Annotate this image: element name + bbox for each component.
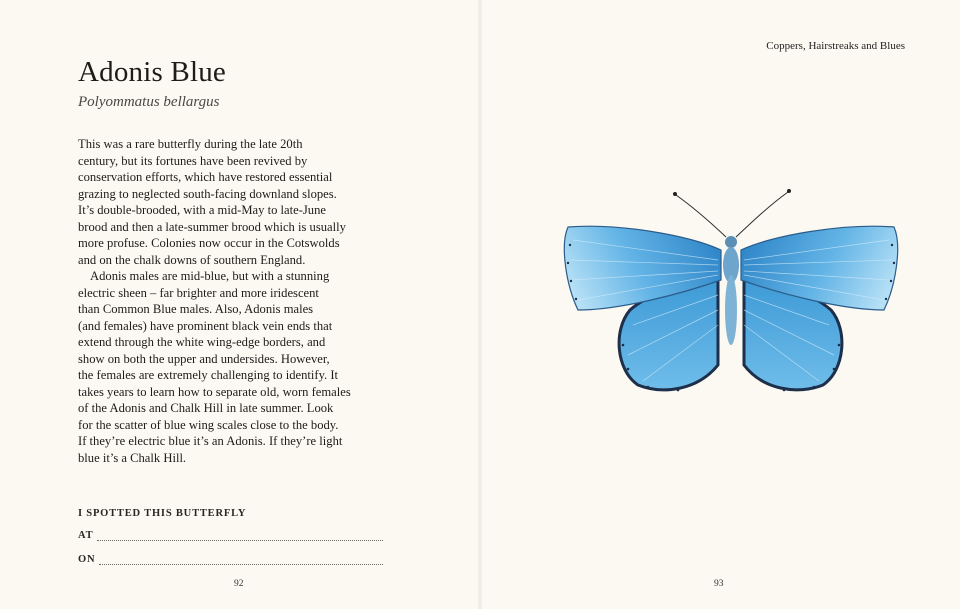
- spotted-on-row: [78, 549, 383, 565]
- butterfly-head: [725, 236, 737, 248]
- at-label: AT: [78, 530, 94, 541]
- page-number: 93: [714, 579, 724, 589]
- right-page: [480, 0, 960, 609]
- antenna-left: [676, 195, 726, 237]
- description-paragraph: This was a rare butterfly during the late 20th century, but its fortunes have been revived by conservation efforts, which have restored essential grazing to neglected south-facing downland slopes. It’s double-brooded, with a mid-May to late-June brood and then a late-summer brood which is usually more profuse. Colonies now occur in the Cotswolds and on the chalk downs of southern England.: [78, 137, 346, 267]
- butterfly-abdomen: [725, 275, 737, 345]
- spotted-at-row: [78, 525, 383, 541]
- at-writing-line: [97, 528, 383, 541]
- on-label: ON: [78, 554, 96, 565]
- spotted-heading: I SPOTTED THIS BUTTERFLY: [78, 508, 247, 519]
- page-number: 92: [234, 579, 244, 589]
- butterfly-illustration: [558, 185, 903, 400]
- description: [78, 136, 388, 466]
- running-head: Coppers, Hairstreaks and Blues: [766, 40, 905, 52]
- page-title: Adonis Blue: [78, 56, 227, 88]
- spotted-record: [78, 508, 383, 565]
- description-paragraph: Adonis males are mid-blue, but with a stunning electric sheen – far brighter and more iridescent than Common Blue males. Also, Adonis males (and females) have prominent black vein ends that extend through the white wing-edge borders, and show on both the upper and undersides. However, the females are extremely challenging to identify. It takes years to learn how to separate old, worn females of the Adonis and Chalk Hill in late summer. Look for the scatter of blue wing scales close to the body. If they’re electric blue it’s an Adonis. If they’re light blue it’s a Chalk Hill.: [78, 269, 351, 465]
- antenna-right: [736, 192, 788, 237]
- latin-name: Polyommatus bellargus: [78, 94, 220, 110]
- on-writing-line: [99, 552, 383, 565]
